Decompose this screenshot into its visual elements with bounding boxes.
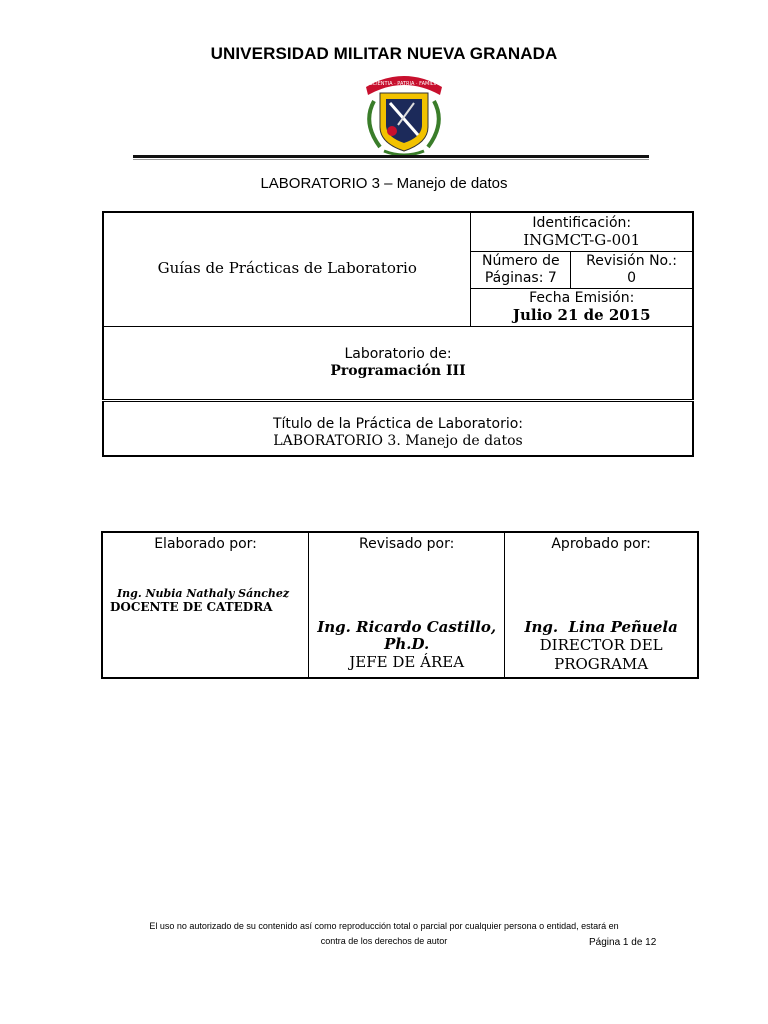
prepared-by-role: DOCENTE DE CATEDRA xyxy=(110,600,273,614)
lab-title: LABORATORIO 3 – Manejo de datos xyxy=(260,175,508,192)
copyright-notice-line1: El uso no autorizado de su contenido así como reproducción total o parcial por cualquier persona o entidad, estará en xyxy=(149,921,619,931)
header-rule-shadow xyxy=(133,159,649,160)
university-title: UNIVERSIDAD MILITAR NUEVA GRANADA xyxy=(210,44,558,63)
lab-of-value: Programación III xyxy=(330,362,466,379)
reviewed-by-role: JEFE DE ÁREA xyxy=(349,653,465,671)
reviewed-by-cell xyxy=(309,532,505,678)
approved-by-role-line2: PROGRAMA xyxy=(554,655,649,673)
crest-motto: SCIENTIA · PATRIA · FAMILIA xyxy=(369,81,439,87)
practice-title-label: Título de la Práctica de Laboratorio: xyxy=(272,416,523,433)
university-crest-logo xyxy=(354,67,454,159)
approved-by-cell xyxy=(505,532,698,678)
practice-title-cell xyxy=(103,400,693,456)
document-info-table xyxy=(102,211,694,457)
reviewed-by-label: Revisado por: xyxy=(359,536,455,552)
pages-cell xyxy=(471,251,571,288)
pages-label-line1: Número de xyxy=(482,252,560,269)
approvals-table xyxy=(101,531,699,679)
reviewed-by-name-line2: Ph.D. xyxy=(384,635,430,653)
prepared-by-name: Ing. Nubia Nathaly Sánchez xyxy=(117,587,290,600)
revision-cell xyxy=(571,251,693,288)
identification-label: Identificación: xyxy=(532,214,632,231)
approved-by-name: Ing. Lina Peñuela xyxy=(524,618,678,636)
prepared-by-label: Elaborado por: xyxy=(154,536,257,552)
lab-of-label: Laboratorio de: xyxy=(344,345,452,362)
practice-title-value: LABORATORIO 3. Manejo de datos xyxy=(273,433,523,450)
revision-label: Revisión No.: xyxy=(586,252,678,269)
approved-by-role-line1: DIRECTOR DEL xyxy=(539,636,663,654)
copyright-notice xyxy=(110,919,658,949)
pages-label-line2: Páginas: 7 xyxy=(484,269,557,286)
identification-cell xyxy=(471,212,693,251)
issue-date-value: Julio 21 de 2015 xyxy=(512,306,651,324)
guide-title: Guías de Prácticas de Laboratorio xyxy=(157,259,417,278)
reviewed-by-name-line1: Ing. Ricardo Castillo, xyxy=(317,618,497,636)
issue-date-cell xyxy=(471,288,693,326)
guide-title-cell xyxy=(103,212,471,326)
revision-value: 0 xyxy=(627,269,637,286)
page-number: Página 1 de 12 xyxy=(589,937,657,948)
identification-value: INGMCT-G-001 xyxy=(523,230,641,249)
header-rule xyxy=(133,155,649,158)
prepared-by-cell xyxy=(102,532,309,678)
issue-date-label: Fecha Emisión: xyxy=(529,290,635,306)
lab-of-cell xyxy=(103,326,693,400)
copyright-notice-line2: contra de los derechos de autor xyxy=(320,936,448,946)
approved-by-label: Aprobado por: xyxy=(551,536,651,552)
